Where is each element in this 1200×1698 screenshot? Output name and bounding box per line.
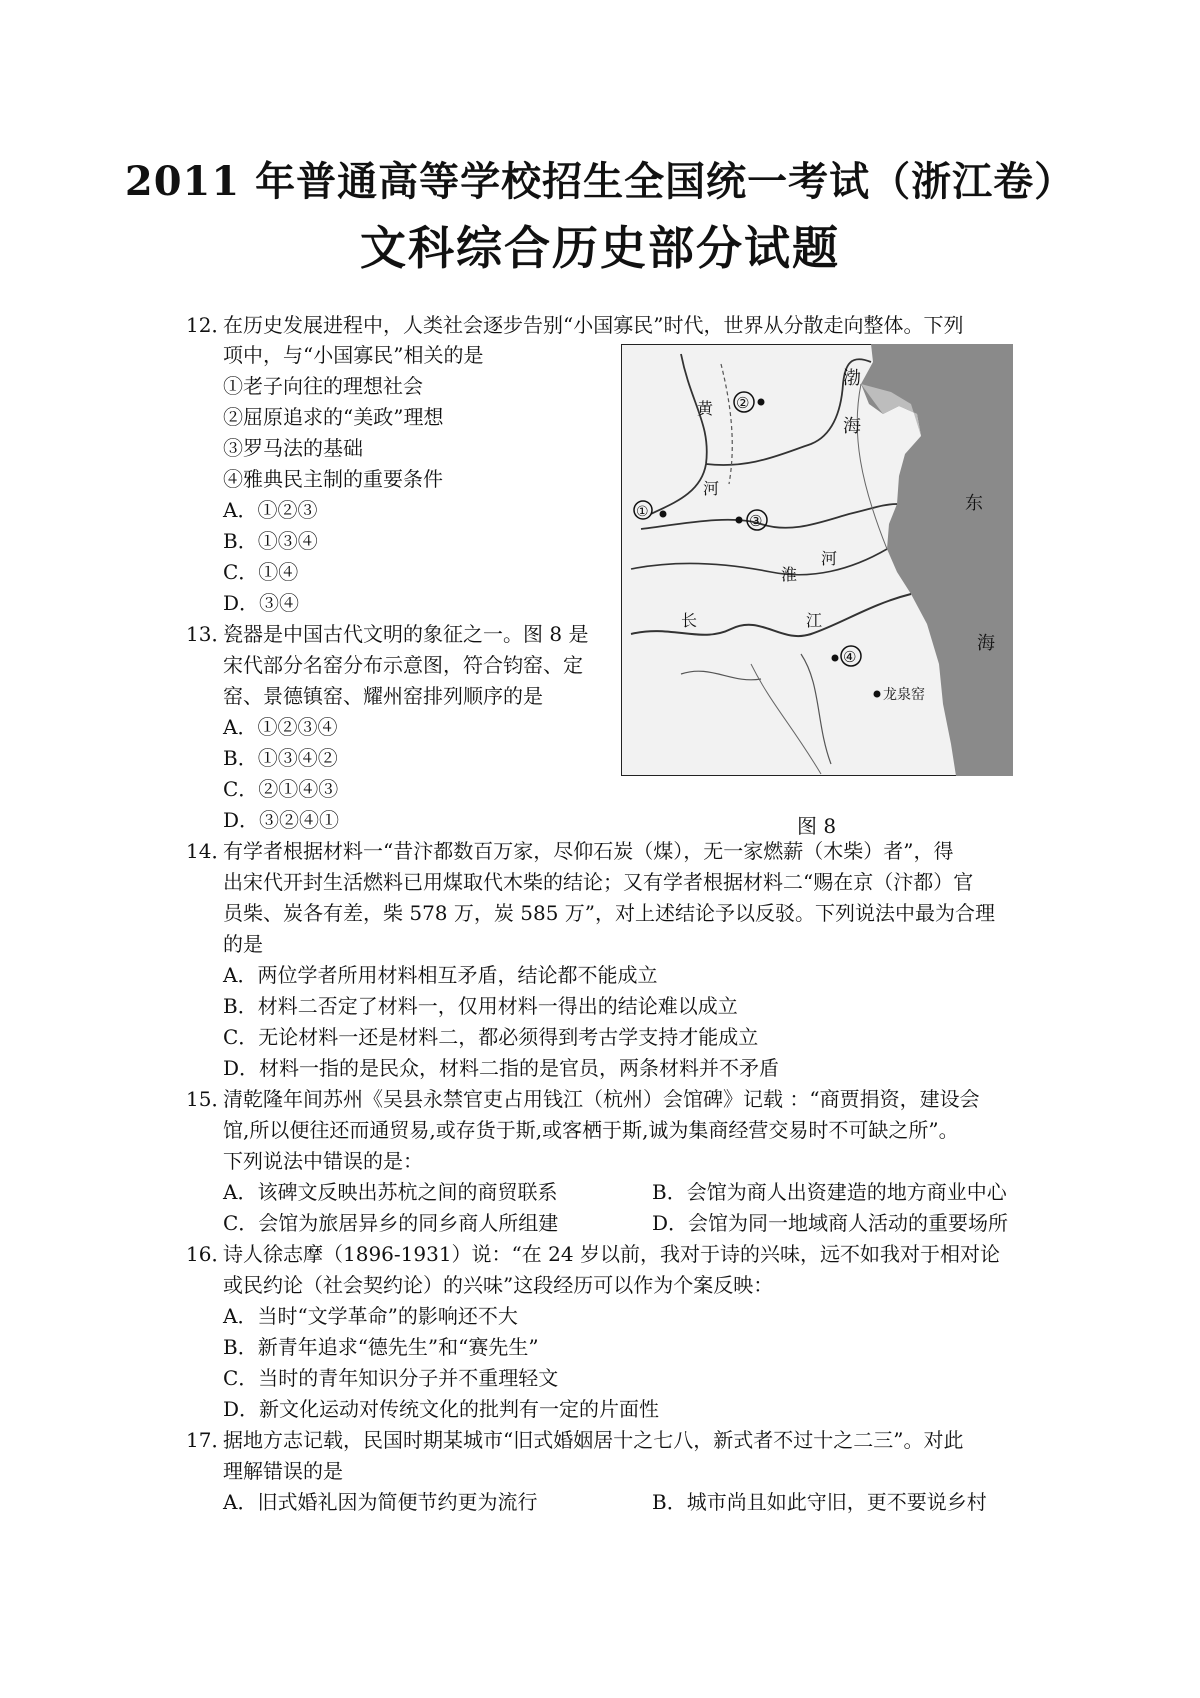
q15-stem-line: 下列说法中错误的是： (223, 1149, 423, 1173)
map-label-huang: 黄 (697, 399, 714, 418)
q15-stem-line: 清乾隆年间苏州《吴县永禁官吏占用钱江（杭州）会馆碑》记载 ：“商贾捐资，建设会 (223, 1087, 980, 1111)
map-label-he: 河 (703, 479, 720, 498)
q16-number: 16． (186, 1242, 232, 1266)
q15-stem-line: 馆,所以便往还而通贸易,或存货于斯,或客栖于斯,诚为集商经营交易时不可缺之所”。 (223, 1118, 959, 1142)
q16-stem-line: 诗人徐志摩（1896-1931）说：“在 24 岁以前，我对于诗的兴味，远不如我对于相对论 (223, 1242, 1000, 1266)
q15-option: D．会馆为同一地域商人活动的重要场所 (652, 1211, 1009, 1235)
q13-option: C．②①④③ (223, 777, 339, 801)
q13-option: B．①③④② (223, 746, 338, 770)
q15-option: B．会馆为商人出资建造的地方商业中心 (652, 1180, 1007, 1204)
kiln-dot (874, 691, 881, 698)
q14-stem-line: 有学者根据材料一“昔汴都数百万家，尽仰石炭（煤），无一家燃薪（木柴）者”，得 (223, 839, 954, 863)
map-label-1: ① (636, 504, 649, 520)
q17-stem-line: 理解错误的是 (223, 1459, 343, 1483)
q13-stem-line: 瓷器是中国古代文明的象征之一。图 8 是 (223, 622, 589, 646)
map-label-bohai: 海 (843, 416, 861, 437)
q15-option: A．该碑文反映出苏杭之间的商贸联系 (223, 1180, 558, 1204)
q16-option: B．新青年追求“德先生”和“赛先生” (223, 1335, 539, 1359)
kiln-dot (832, 655, 839, 662)
q14-stem-line: 的是 (223, 932, 263, 956)
kiln-dot (758, 399, 765, 406)
kiln-dot (736, 517, 743, 524)
q16-option: C．当时的青年知识分子并不重理轻文 (223, 1366, 559, 1390)
q12-item: ③罗马法的基础 (223, 436, 363, 460)
q12-stem-line: 在历史发展进程中，人类社会逐步告别“小国寡民”时代，世界从分散走向整体。下列 (223, 313, 964, 337)
map-label-bohai: 渤 (843, 368, 861, 389)
q17-number: 17． (186, 1428, 232, 1452)
q13-option: D．③②④① (223, 808, 340, 832)
map-label-chang: 长 (681, 611, 698, 630)
q17-stem-line: 据地方志记载，民国时期某城市“旧式婚姻居十之七八，新式者不过十之二三”。对此 (223, 1428, 964, 1452)
q15-option: C．会馆为旅居异乡的同乡商人所组建 (223, 1211, 559, 1235)
q17-option: B．城市尚且如此守旧，更不要说乡村 (652, 1490, 987, 1514)
exam-subtitle: 文科综合历史部分试题 (360, 221, 840, 275)
map-label-3: ③ (749, 512, 763, 530)
map-label-jiang: 江 (806, 611, 823, 630)
q12-item: ④雅典民主制的重要条件 (223, 467, 443, 491)
figure-caption: 图 8 (797, 814, 837, 838)
q13-stem-line: 窑、景德镇窑、耀州窑排列顺序的是 (223, 684, 543, 708)
exam-title: 2011 年普通高等学校招生全国统一考试（浙江卷） (124, 158, 1076, 205)
q14-stem-line: 员柴、炭各有差，柴 578 万，炭 585 万”，对上述结论予以反驳。下列说法中最为合理 (223, 901, 996, 925)
map-label-longquan: 龙泉窑 (883, 687, 925, 703)
q14-option: D．材料一指的是民众，材料二指的是官员，两条材料并不矛盾 (223, 1056, 780, 1080)
map-label-hai: 海 (977, 633, 995, 654)
q12-option: A．①②③ (223, 498, 318, 522)
q14-stem-line: 出宋代开封生活燃料已用煤取代木柴的结论；又有学者根据材料二“赐在京（汴都）官 (223, 870, 974, 894)
q16-option: A．当时“文学革命”的影响还不大 (223, 1304, 518, 1328)
q12-option: D．③④ (223, 591, 300, 615)
q12-item: ②屈原追求的“美政”理想 (223, 405, 444, 429)
kiln-map-figure (621, 344, 1013, 776)
q17-option: A．旧式婚礼因为简便节约更为流行 (223, 1490, 538, 1514)
q13-number: 13． (186, 622, 232, 646)
q14-number: 14． (186, 839, 232, 863)
q12-option: B．①③④ (223, 529, 318, 553)
kiln-dot (660, 511, 667, 518)
q14-option: B．材料二否定了材料一，仅用材料一得出的结论难以成立 (223, 994, 738, 1018)
map-label-2: ② (736, 394, 750, 412)
q12-stem-line: 项中，与“小国寡民”相关的是 (223, 343, 484, 367)
q14-option: A．两位学者所用材料相互矛盾，结论都不能成立 (223, 963, 658, 987)
q15-number: 15． (186, 1087, 232, 1111)
q12-option: C．①④ (223, 560, 299, 584)
q16-stem-line: 或民约论（社会契约论）的兴味”这段经历可以作为个案反映： (223, 1273, 774, 1297)
q12-item: ①老子向往的理想社会 (223, 374, 423, 398)
q14-option: C．无论材料一还是材料二，都必须得到考古学支持才能成立 (223, 1025, 759, 1049)
map-label-dong: 东 (965, 493, 983, 514)
q12-number: 12． (186, 313, 232, 337)
map-label-4: ④ (843, 648, 857, 666)
map-label-huai: 淮 (781, 565, 798, 584)
q13-option: A．①②③④ (223, 715, 338, 739)
map-label-he: 河 (821, 549, 838, 568)
q16-option: D．新文化运动对传统文化的批判有一定的片面性 (223, 1397, 660, 1421)
q13-stem-line: 宋代部分名窑分布示意图，符合钧窑、定 (223, 653, 583, 677)
